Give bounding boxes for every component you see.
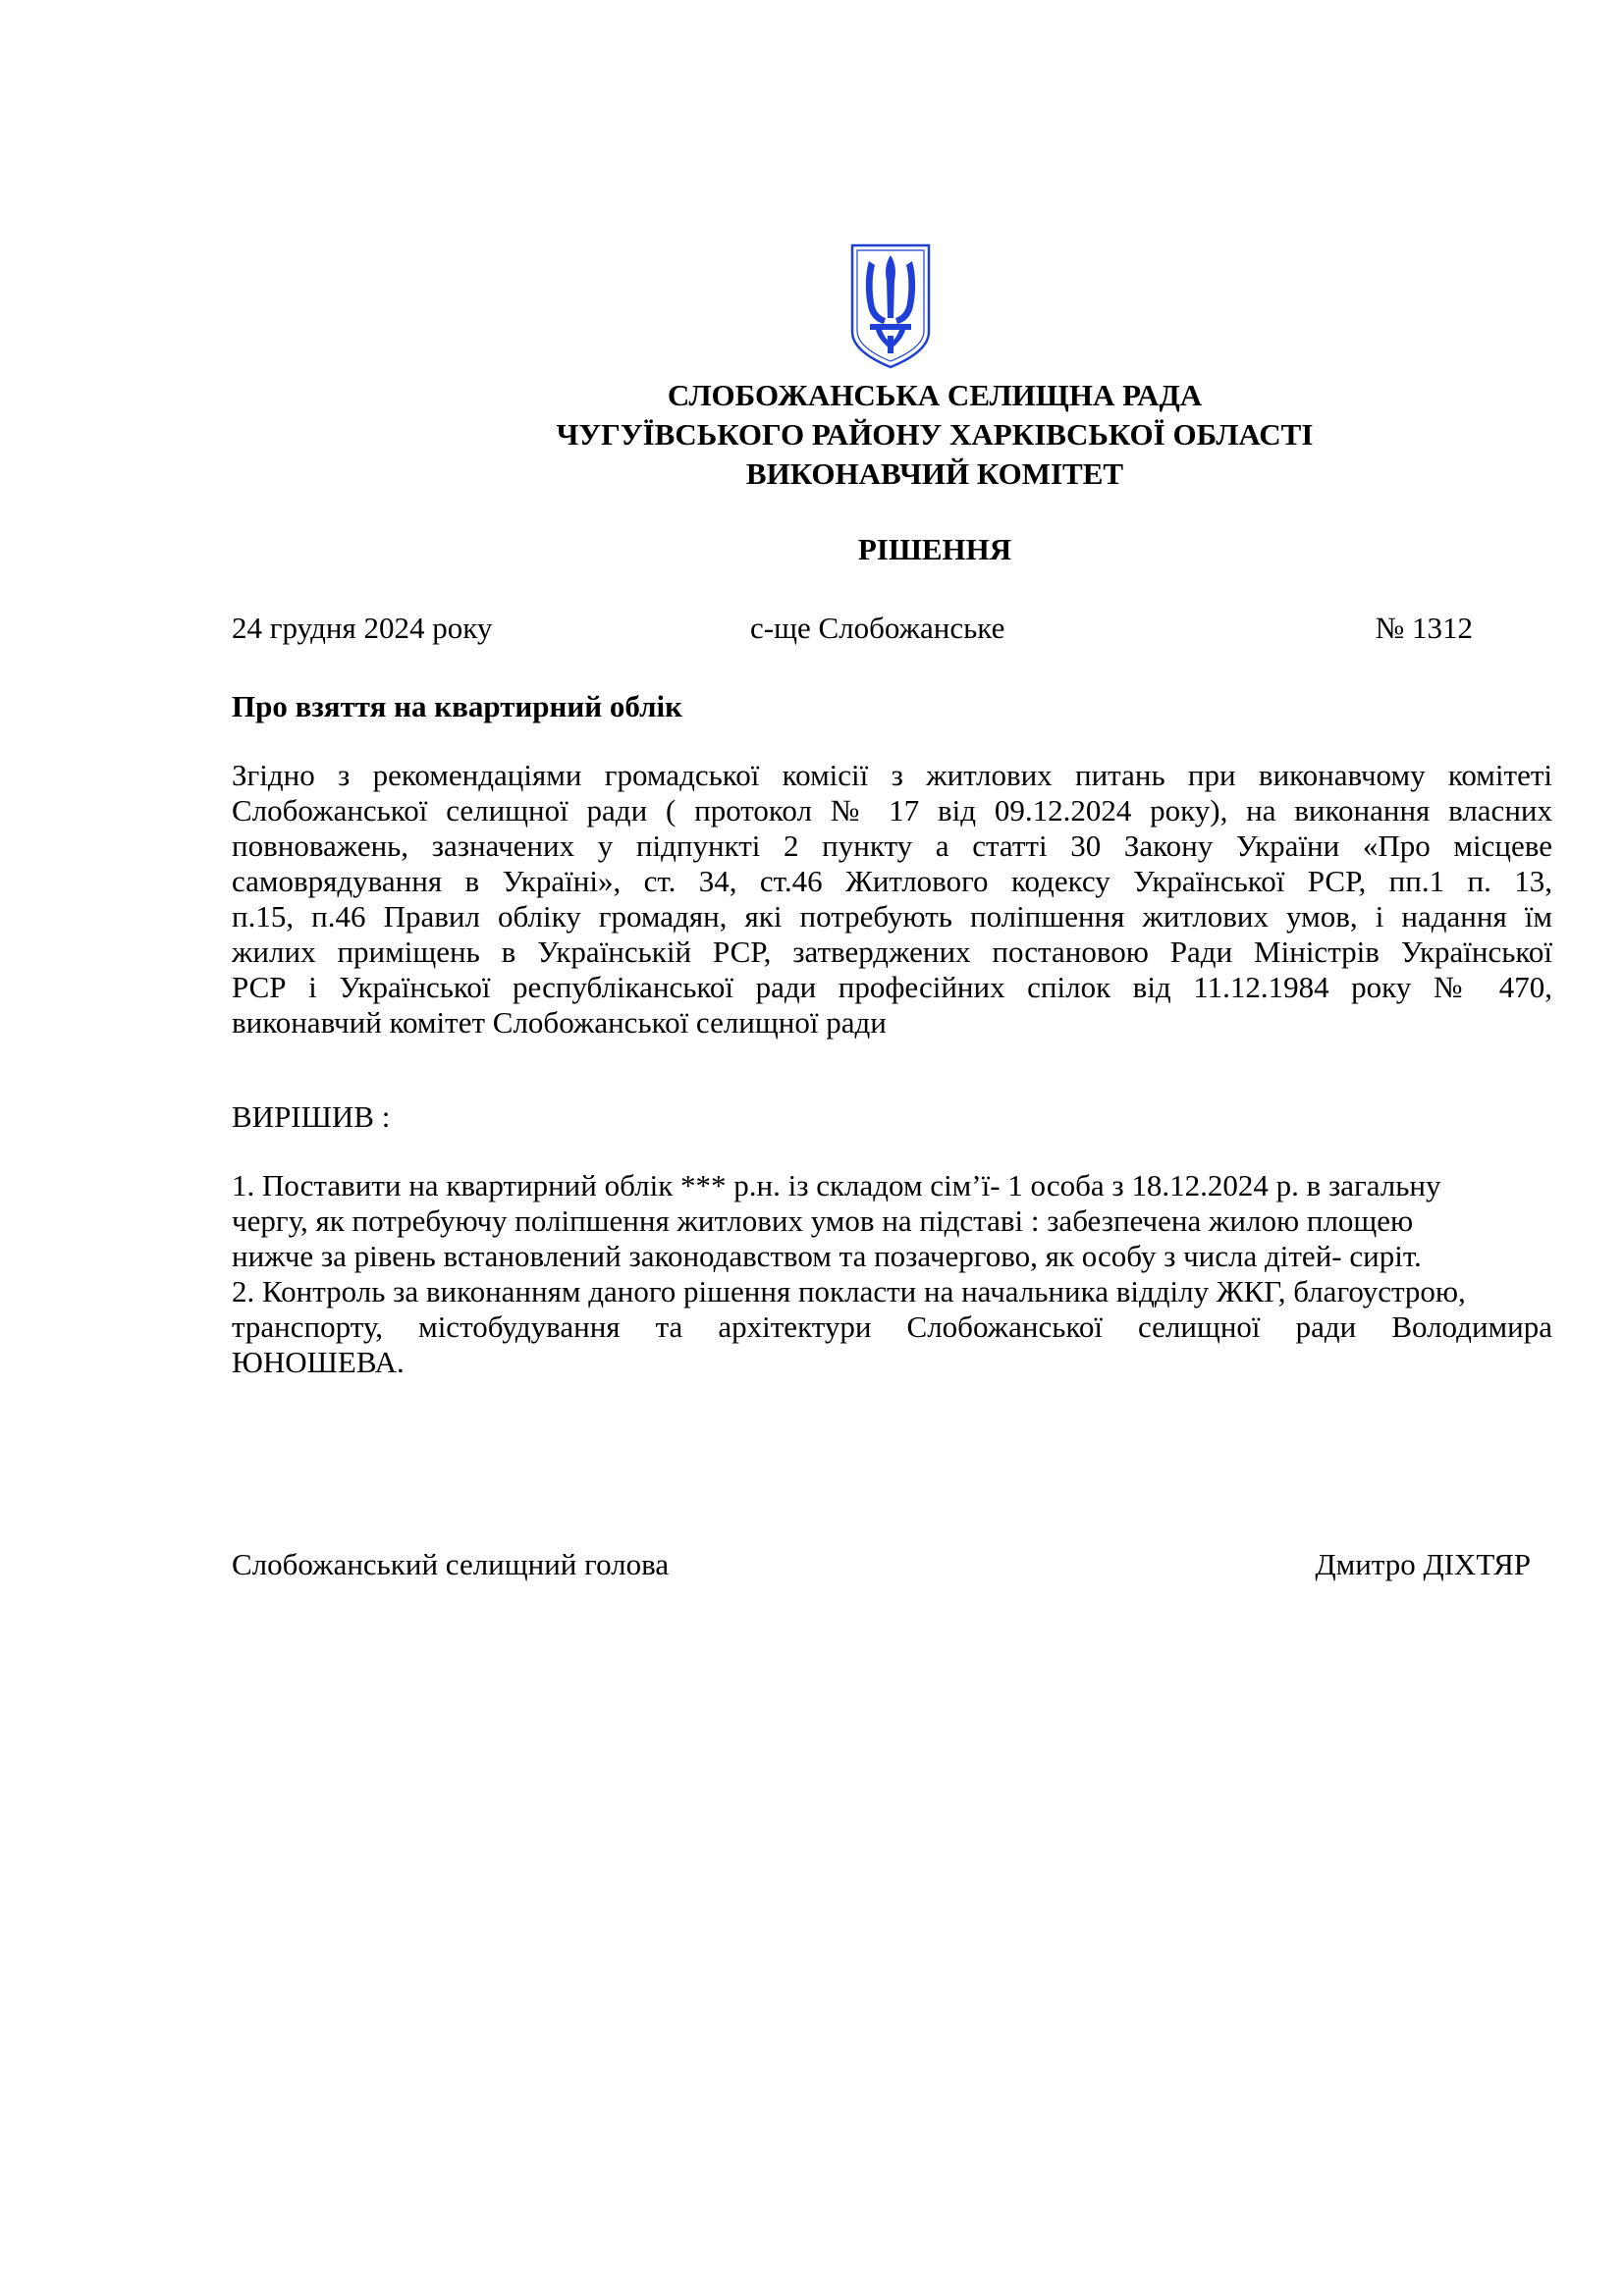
council-name: СЛОБОЖАНСЬКА СЕЛИЩНА РАДА [667,378,1203,412]
preamble-paragraph [232,758,1552,1041]
preamble-line: п.15, п.46 Правил обліку громадян, які потребують поліпшення житлових умов, і надання їм [232,899,1552,934]
decision-item-line: 1. Поставити на квартирний облік *** р.н. із складом сім’ї- 1 особа з 18.12.2024 р. в загальну [232,1168,1441,1202]
preamble-line: Згідно з рекомендаціями громадської комісії з житлових питань при виконавчому комітеті [232,758,1552,792]
document-header [0,376,1624,494]
preamble-line: повноважень, зазначених у підпункті 2 пункту а статті 30 Закону України «Про місцеве [232,828,1552,863]
committee-name: ВИКОНАВЧИЙ КОМІТЕТ [745,456,1124,491]
signatory-name: Дмитро ДІХТЯР [1315,1547,1531,1581]
preamble-line: виконавчий комітет Слобожанської селищної ради [232,1005,887,1040]
resolved-heading: ВИРІШИВ : [232,1099,391,1134]
trident-coat-of-arms-icon [848,241,933,371]
document-date: 24 грудня 2024 року [232,611,493,645]
preamble-line: Слобожанської селищної ради ( протокол № 17 від 09.12.2024 року), на виконання власних [232,793,1552,828]
decision-item-line: 2. Контроль за виконанням даного рішення покласти на начальника відділу ЖКГ, благоустрою, [232,1274,1466,1308]
decision-item-line: ЮНОШЕВА. [232,1345,405,1379]
signature-block [232,1545,1531,1584]
signatory-position: Слобожанський селищний голова [232,1547,670,1581]
preamble-line: жилих приміщень в Українській РСР, затверджених постановою Ради Міністрів Української [232,934,1552,969]
preamble-line: самоврядування в Україні», ст. 34, ст.46 Житлового кодексу Української РСР, пп.1 п. 13, [232,864,1552,898]
preamble-line: РСР і Української республіканської ради професійних спілок від 11.12.1984 року № 470, [232,970,1552,1004]
decision-item-line: нижче за рівень встановлений законодавством та позачергово, як особу з числа дітей- сиріт. [232,1239,1422,1273]
document-subject: Про взяття на квартирний облік [232,689,682,723]
decision-item-line: чергу, як потребуючу поліпшення житлових умов на підставі : забезпечена жилою площею [232,1203,1414,1238]
document-title: РІШЕННЯ [857,532,1012,566]
decision-item-line: транспорту, містобудування та архітектури Слобожанської селищної ради Володимира [232,1309,1552,1344]
decision-items [232,1168,1552,1380]
document-place: с-ще Слобожанське [750,611,1005,645]
district-name: ЧУГУЇВСЬКОГО РАЙОНУ ХАРКІВСЬКОЇ ОБЛАСТІ [556,417,1314,452]
document-number: № 1312 [1375,611,1473,645]
document-meta [232,609,1473,648]
